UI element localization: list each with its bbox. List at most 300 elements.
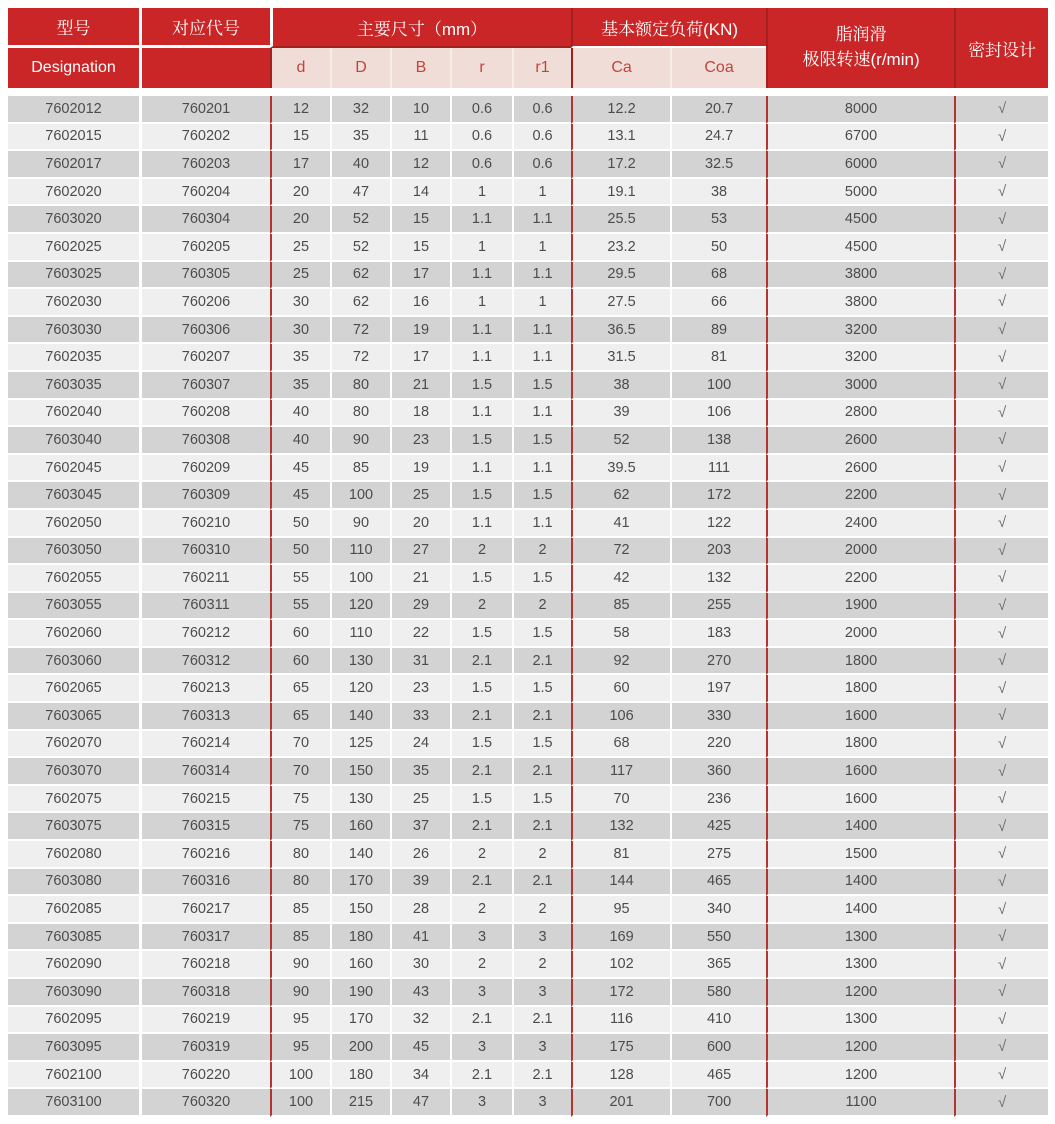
cell-speed: 1900: [766, 593, 954, 621]
header-load-group: 基本额定负荷(KN): [571, 8, 766, 48]
cell-model: 7603045: [8, 482, 139, 510]
cell-D: 180: [330, 924, 390, 952]
cell-code: 760313: [139, 703, 270, 731]
cell-D: 80: [330, 400, 390, 428]
cell-seal-check: √: [954, 344, 1048, 372]
cell-r: 2: [450, 896, 512, 924]
cell-d: 95: [270, 1034, 330, 1062]
cell-Ca: 36.5: [571, 317, 670, 345]
cell-Coa: 236: [670, 786, 766, 814]
cell-D: 62: [330, 289, 390, 317]
table-row: [8, 813, 1048, 841]
cell-model: 7602085: [8, 896, 139, 924]
cell-r1: 3: [512, 979, 571, 1007]
cell-Ca: 62: [571, 482, 670, 510]
cell-model: 7603025: [8, 262, 139, 290]
cell-d: 25: [270, 234, 330, 262]
cell-B: 21: [390, 372, 450, 400]
cell-D: 140: [330, 841, 390, 869]
cell-D: 90: [330, 427, 390, 455]
cell-B: 28: [390, 896, 450, 924]
cell-r1: 3: [512, 924, 571, 952]
cell-code: 760217: [139, 896, 270, 924]
cell-Coa: 66: [670, 289, 766, 317]
cell-r1: 1.1: [512, 510, 571, 538]
cell-d: 40: [270, 427, 330, 455]
cell-d: 95: [270, 1007, 330, 1035]
cell-Coa: 68: [670, 262, 766, 290]
cell-speed: 1600: [766, 703, 954, 731]
cell-D: 200: [330, 1034, 390, 1062]
cell-B: 12: [390, 151, 450, 179]
cell-Coa: 360: [670, 758, 766, 786]
cell-code: 760312: [139, 648, 270, 676]
table-row: [8, 151, 1048, 179]
cell-B: 24: [390, 731, 450, 759]
cell-D: 110: [330, 620, 390, 648]
cell-speed: 1200: [766, 979, 954, 1007]
cell-seal-check: √: [954, 1089, 1048, 1117]
cell-d: 35: [270, 372, 330, 400]
cell-D: 72: [330, 344, 390, 372]
cell-model: 7602050: [8, 510, 139, 538]
table-row: [8, 482, 1048, 510]
cell-code: 760316: [139, 869, 270, 897]
cell-model: 7602095: [8, 1007, 139, 1035]
cell-model: 7602075: [8, 786, 139, 814]
cell-d: 35: [270, 344, 330, 372]
cell-seal-check: √: [954, 482, 1048, 510]
cell-r1: 3: [512, 1089, 571, 1117]
cell-D: 160: [330, 813, 390, 841]
cell-code: 760213: [139, 675, 270, 703]
cell-Ca: 132: [571, 813, 670, 841]
cell-code: 760320: [139, 1089, 270, 1117]
cell-D: 170: [330, 869, 390, 897]
cell-D: 150: [330, 896, 390, 924]
cell-speed: 2600: [766, 455, 954, 483]
table-row: [8, 1089, 1048, 1117]
cell-code: 760307: [139, 372, 270, 400]
cell-B: 18: [390, 400, 450, 428]
cell-Coa: 100: [670, 372, 766, 400]
cell-d: 50: [270, 538, 330, 566]
cell-B: 35: [390, 758, 450, 786]
cell-D: 72: [330, 317, 390, 345]
cell-speed: 2200: [766, 565, 954, 593]
cell-D: 215: [330, 1089, 390, 1117]
cell-model: 7602025: [8, 234, 139, 262]
cell-d: 85: [270, 896, 330, 924]
cell-r: 1.1: [450, 262, 512, 290]
table-row: [8, 648, 1048, 676]
cell-speed: 1500: [766, 841, 954, 869]
cell-code: 760203: [139, 151, 270, 179]
cell-code: 760207: [139, 344, 270, 372]
cell-r: 1.5: [450, 731, 512, 759]
cell-r: 1.5: [450, 372, 512, 400]
cell-speed: 6000: [766, 151, 954, 179]
table-row: [8, 565, 1048, 593]
cell-speed: 2600: [766, 427, 954, 455]
header-code-empty-cell: [139, 48, 270, 88]
cell-Ca: 172: [571, 979, 670, 1007]
cell-model: 7603065: [8, 703, 139, 731]
table-row: [8, 372, 1048, 400]
cell-code: 760214: [139, 731, 270, 759]
header-body-spacer: [8, 88, 1048, 96]
cell-model: 7602040: [8, 400, 139, 428]
cell-code: 760309: [139, 482, 270, 510]
cell-D: 120: [330, 675, 390, 703]
cell-Ca: 25.5: [571, 206, 670, 234]
cell-r1: 2.1: [512, 703, 571, 731]
cell-Coa: 132: [670, 565, 766, 593]
cell-Ca: 39: [571, 400, 670, 428]
cell-speed: 2000: [766, 538, 954, 566]
cell-D: 52: [330, 234, 390, 262]
cell-speed: 3200: [766, 344, 954, 372]
cell-B: 31: [390, 648, 450, 676]
cell-B: 34: [390, 1062, 450, 1090]
cell-seal-check: √: [954, 731, 1048, 759]
cell-model: 7603090: [8, 979, 139, 1007]
cell-speed: 2400: [766, 510, 954, 538]
cell-Ca: 68: [571, 731, 670, 759]
cell-d: 75: [270, 786, 330, 814]
cell-B: 14: [390, 179, 450, 207]
cell-Ca: 58: [571, 620, 670, 648]
cell-Ca: 175: [571, 1034, 670, 1062]
table-row: [8, 979, 1048, 1007]
header-grease-speed: [766, 8, 954, 88]
cell-Coa: 700: [670, 1089, 766, 1117]
cell-code: 760304: [139, 206, 270, 234]
cell-seal-check: √: [954, 179, 1048, 207]
cell-seal-check: √: [954, 979, 1048, 1007]
cell-speed: 3800: [766, 262, 954, 290]
cell-r: 0.6: [450, 124, 512, 152]
cell-r: 1.5: [450, 427, 512, 455]
cell-r: 1.1: [450, 400, 512, 428]
cell-model: 7603080: [8, 869, 139, 897]
cell-code: 760311: [139, 593, 270, 621]
cell-r1: 2.1: [512, 1062, 571, 1090]
cell-r1: 1.1: [512, 455, 571, 483]
table-row: [8, 344, 1048, 372]
cell-d: 50: [270, 510, 330, 538]
cell-Ca: 41: [571, 510, 670, 538]
cell-model: 7602055: [8, 565, 139, 593]
cell-d: 70: [270, 731, 330, 759]
cell-d: 65: [270, 703, 330, 731]
cell-d: 90: [270, 979, 330, 1007]
table-row: [8, 400, 1048, 428]
cell-model: 7602070: [8, 731, 139, 759]
cell-Coa: 410: [670, 1007, 766, 1035]
cell-d: 30: [270, 289, 330, 317]
cell-d: 25: [270, 262, 330, 290]
cell-r1: 1: [512, 234, 571, 262]
table-row: [8, 675, 1048, 703]
cell-D: 120: [330, 593, 390, 621]
cell-r1: 2.1: [512, 1007, 571, 1035]
cell-speed: 8000: [766, 96, 954, 124]
cell-model: 7603070: [8, 758, 139, 786]
cell-B: 10: [390, 96, 450, 124]
cell-speed: 1100: [766, 1089, 954, 1117]
cell-r: 1.1: [450, 455, 512, 483]
cell-code: 760208: [139, 400, 270, 428]
cell-speed: 1300: [766, 924, 954, 952]
cell-r1: 1.5: [512, 620, 571, 648]
cell-Ca: 116: [571, 1007, 670, 1035]
table-row: [8, 262, 1048, 290]
cell-r: 2: [450, 538, 512, 566]
table-body: [8, 96, 1048, 1117]
cell-r: 1.5: [450, 786, 512, 814]
cell-speed: 4500: [766, 234, 954, 262]
cell-r1: 1.5: [512, 675, 571, 703]
cell-seal-check: √: [954, 124, 1048, 152]
cell-r: 1.1: [450, 317, 512, 345]
cell-r1: 2.1: [512, 869, 571, 897]
table-row: [8, 510, 1048, 538]
cell-seal-check: √: [954, 703, 1048, 731]
cell-B: 41: [390, 924, 450, 952]
cell-B: 33: [390, 703, 450, 731]
cell-code: 760201: [139, 96, 270, 124]
cell-seal-check: √: [954, 593, 1048, 621]
cell-code: 760218: [139, 951, 270, 979]
cell-D: 85: [330, 455, 390, 483]
cell-seal-check: √: [954, 758, 1048, 786]
cell-r: 3: [450, 924, 512, 952]
table-row: [8, 1007, 1048, 1035]
cell-seal-check: √: [954, 620, 1048, 648]
cell-Ca: 60: [571, 675, 670, 703]
cell-speed: 2800: [766, 400, 954, 428]
cell-D: 180: [330, 1062, 390, 1090]
cell-model: 7602045: [8, 455, 139, 483]
cell-code: 760206: [139, 289, 270, 317]
cell-speed: 1600: [766, 758, 954, 786]
cell-Coa: 32.5: [670, 151, 766, 179]
header-col-Coa: Coa: [670, 48, 766, 88]
cell-speed: 3000: [766, 372, 954, 400]
cell-seal-check: √: [954, 510, 1048, 538]
table-row: [8, 96, 1048, 124]
cell-seal-check: √: [954, 813, 1048, 841]
cell-r1: 0.6: [512, 124, 571, 152]
cell-speed: 1400: [766, 813, 954, 841]
cell-code: 760210: [139, 510, 270, 538]
cell-seal-check: √: [954, 317, 1048, 345]
cell-model: 7602017: [8, 151, 139, 179]
cell-code: 760315: [139, 813, 270, 841]
cell-B: 11: [390, 124, 450, 152]
cell-seal-check: √: [954, 786, 1048, 814]
table-row: [8, 1062, 1048, 1090]
table-row: [8, 317, 1048, 345]
cell-B: 43: [390, 979, 450, 1007]
cell-speed: 1300: [766, 1007, 954, 1035]
table-row: [8, 731, 1048, 759]
cell-D: 47: [330, 179, 390, 207]
cell-Ca: 31.5: [571, 344, 670, 372]
cell-code: 760215: [139, 786, 270, 814]
cell-speed: 1800: [766, 648, 954, 676]
header-col-d: d: [270, 48, 330, 88]
cell-r1: 1.1: [512, 317, 571, 345]
cell-model: 7603040: [8, 427, 139, 455]
cell-r: 1.1: [450, 206, 512, 234]
cell-r1: 2.1: [512, 648, 571, 676]
cell-seal-check: √: [954, 206, 1048, 234]
cell-speed: 3800: [766, 289, 954, 317]
cell-Coa: 24.7: [670, 124, 766, 152]
cell-code: 760212: [139, 620, 270, 648]
cell-model: 7603085: [8, 924, 139, 952]
cell-model: 7603100: [8, 1089, 139, 1117]
cell-seal-check: √: [954, 1062, 1048, 1090]
cell-r1: 1.1: [512, 344, 571, 372]
cell-code: 760219: [139, 1007, 270, 1035]
cell-model: 7602100: [8, 1062, 139, 1090]
cell-code: 760319: [139, 1034, 270, 1062]
cell-B: 17: [390, 344, 450, 372]
cell-model: 7603075: [8, 813, 139, 841]
cell-Coa: 197: [670, 675, 766, 703]
cell-Coa: 183: [670, 620, 766, 648]
cell-d: 75: [270, 813, 330, 841]
cell-seal-check: √: [954, 565, 1048, 593]
cell-B: 32: [390, 1007, 450, 1035]
cell-B: 47: [390, 1089, 450, 1117]
cell-model: 7603095: [8, 1034, 139, 1062]
cell-Coa: 89: [670, 317, 766, 345]
cell-r1: 1: [512, 289, 571, 317]
cell-r1: 1.5: [512, 482, 571, 510]
cell-B: 15: [390, 234, 450, 262]
table-row: [8, 234, 1048, 262]
cell-model: 7602090: [8, 951, 139, 979]
cell-seal-check: √: [954, 234, 1048, 262]
cell-model: 7602060: [8, 620, 139, 648]
cell-model: 7603035: [8, 372, 139, 400]
header-col-Ca: Ca: [571, 48, 670, 88]
cell-r: 0.6: [450, 96, 512, 124]
table-row: [8, 455, 1048, 483]
cell-d: 55: [270, 593, 330, 621]
cell-speed: 2200: [766, 482, 954, 510]
cell-speed: 2000: [766, 620, 954, 648]
cell-d: 60: [270, 620, 330, 648]
cell-D: 100: [330, 565, 390, 593]
cell-D: 125: [330, 731, 390, 759]
cell-r: 2: [450, 593, 512, 621]
cell-code: 760211: [139, 565, 270, 593]
cell-D: 32: [330, 96, 390, 124]
cell-seal-check: √: [954, 896, 1048, 924]
cell-D: 160: [330, 951, 390, 979]
cell-r1: 0.6: [512, 151, 571, 179]
cell-r1: 2: [512, 593, 571, 621]
cell-speed: 1300: [766, 951, 954, 979]
cell-speed: 4500: [766, 206, 954, 234]
cell-r: 1.1: [450, 510, 512, 538]
cell-model: 7603050: [8, 538, 139, 566]
cell-B: 45: [390, 1034, 450, 1062]
cell-speed: 5000: [766, 179, 954, 207]
cell-Coa: 465: [670, 869, 766, 897]
cell-seal-check: √: [954, 427, 1048, 455]
cell-speed: 1400: [766, 896, 954, 924]
cell-model: 7602012: [8, 96, 139, 124]
cell-model: 7603030: [8, 317, 139, 345]
cell-model: 7602035: [8, 344, 139, 372]
cell-seal-check: √: [954, 1007, 1048, 1035]
cell-d: 70: [270, 758, 330, 786]
cell-code: 760220: [139, 1062, 270, 1090]
cell-D: 52: [330, 206, 390, 234]
cell-model: 7602080: [8, 841, 139, 869]
cell-r: 2.1: [450, 869, 512, 897]
cell-r: 1: [450, 179, 512, 207]
cell-Coa: 20.7: [670, 96, 766, 124]
cell-r: 0.6: [450, 151, 512, 179]
cell-B: 22: [390, 620, 450, 648]
cell-r1: 2: [512, 538, 571, 566]
cell-B: 25: [390, 786, 450, 814]
cell-r1: 1.5: [512, 427, 571, 455]
cell-D: 130: [330, 648, 390, 676]
cell-B: 27: [390, 538, 450, 566]
cell-seal-check: √: [954, 262, 1048, 290]
cell-Ca: 201: [571, 1089, 670, 1117]
cell-d: 55: [270, 565, 330, 593]
cell-D: 170: [330, 1007, 390, 1035]
cell-code: 760202: [139, 124, 270, 152]
cell-speed: 1200: [766, 1062, 954, 1090]
cell-model: 7603060: [8, 648, 139, 676]
cell-B: 21: [390, 565, 450, 593]
cell-code: 760317: [139, 924, 270, 952]
table-row: [8, 758, 1048, 786]
header-seal-design: 密封设计: [954, 8, 1048, 88]
cell-D: 80: [330, 372, 390, 400]
cell-r: 2.1: [450, 648, 512, 676]
table-row: [8, 593, 1048, 621]
cell-d: 15: [270, 124, 330, 152]
cell-Ca: 17.2: [571, 151, 670, 179]
cell-Ca: 13.1: [571, 124, 670, 152]
cell-Coa: 138: [670, 427, 766, 455]
cell-r: 1: [450, 289, 512, 317]
cell-r1: 1.5: [512, 372, 571, 400]
table-row: [8, 951, 1048, 979]
cell-code: 760204: [139, 179, 270, 207]
cell-d: 60: [270, 648, 330, 676]
cell-B: 29: [390, 593, 450, 621]
cell-speed: 1200: [766, 1034, 954, 1062]
cell-d: 17: [270, 151, 330, 179]
cell-speed: 1800: [766, 675, 954, 703]
cell-r: 2.1: [450, 1007, 512, 1035]
cell-r1: 2.1: [512, 813, 571, 841]
cell-Coa: 220: [670, 731, 766, 759]
cell-Coa: 275: [670, 841, 766, 869]
